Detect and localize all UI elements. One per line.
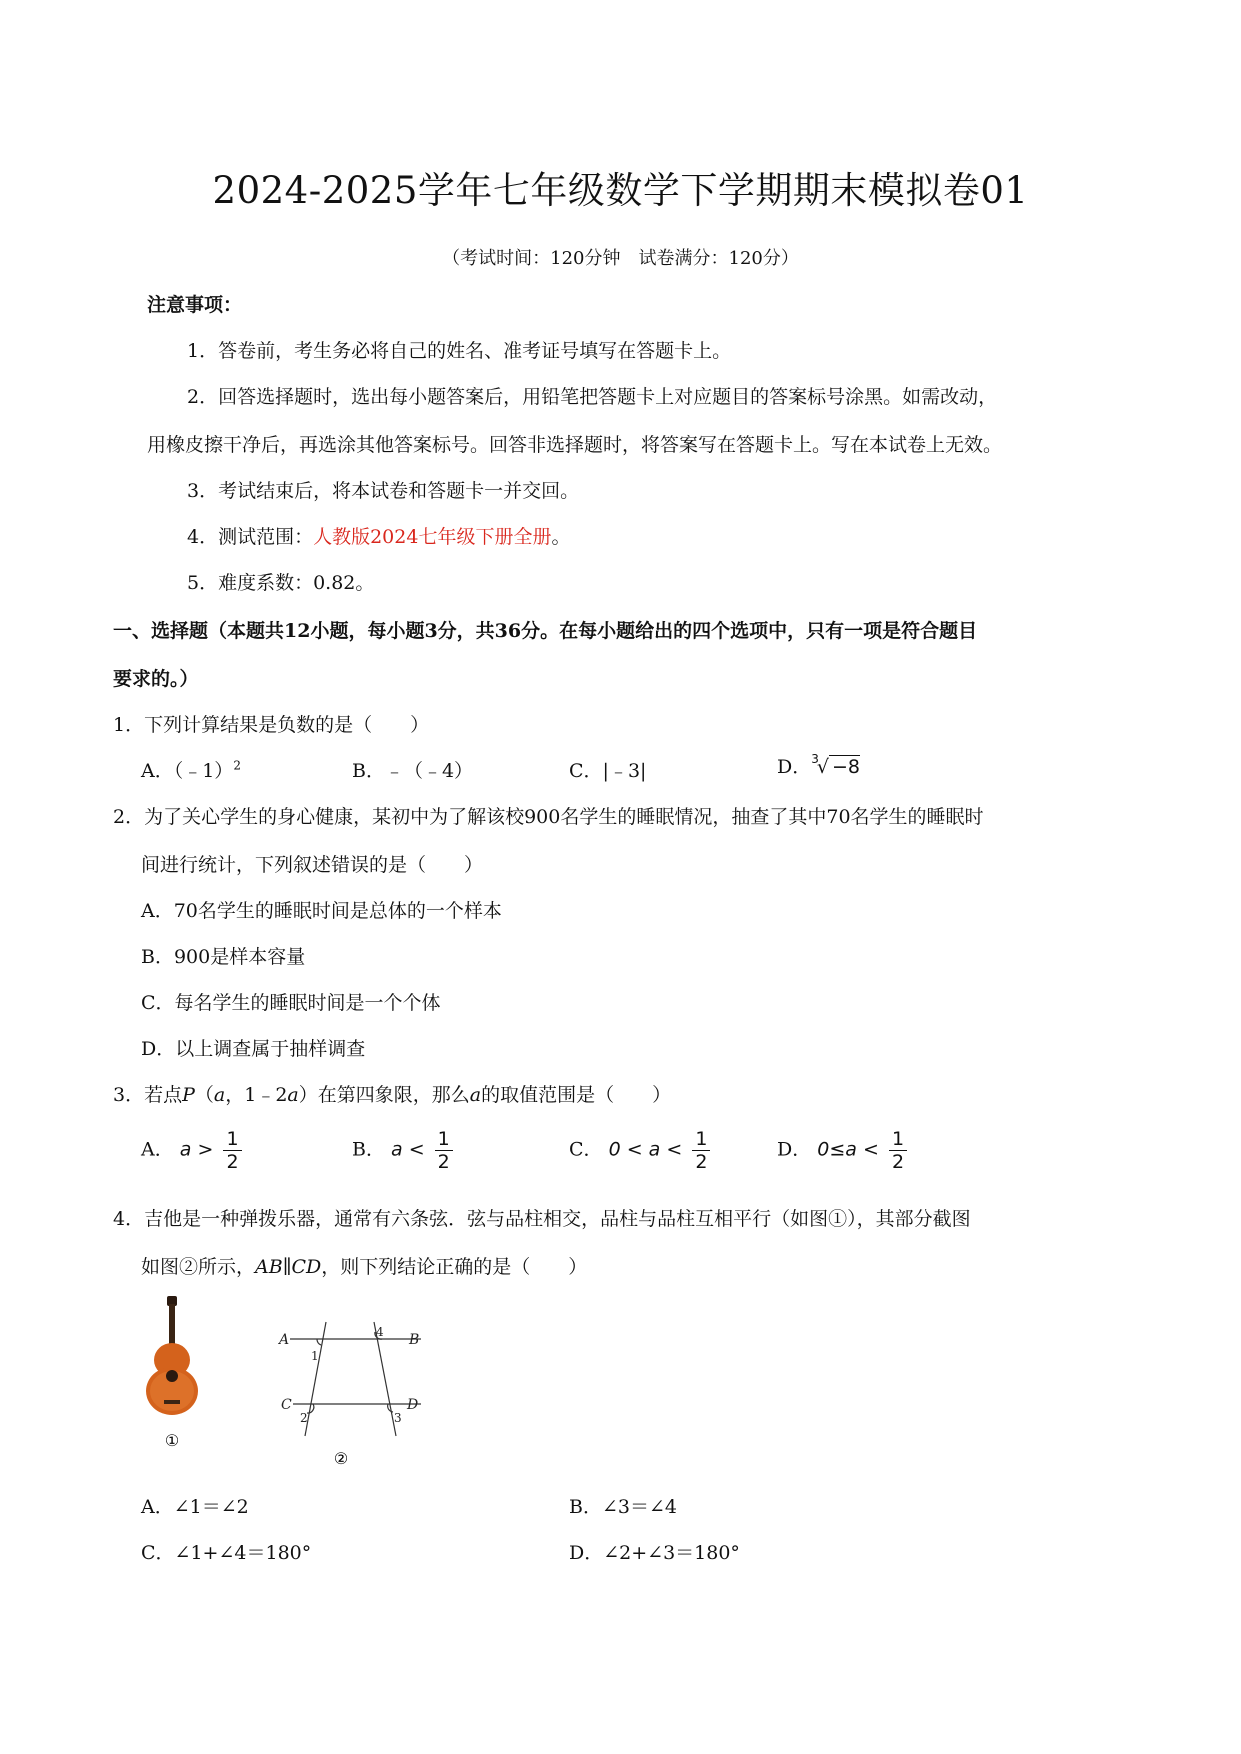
- notice-item-4: [187, 522, 570, 549]
- option-a-exponent: 2: [233, 758, 241, 773]
- figure-1-label: ①: [164, 1431, 180, 1450]
- q3-stem-mid3: ）在第四象限，那么: [298, 1084, 470, 1106]
- q4-parallel-expr: AB∥CD: [255, 1256, 322, 1278]
- fraction-numerator: 1: [692, 1128, 710, 1151]
- fraction-numerator: 1: [889, 1128, 907, 1151]
- notice-item-3: 3．考试结束后，将本试卷和答题卡一并交回。: [187, 480, 580, 502]
- q3-var-a-2: a: [287, 1084, 299, 1106]
- question-4-stem-line2: [141, 1252, 587, 1279]
- q3-stem-mid2: ，1﹣2: [225, 1084, 288, 1106]
- notice-heading: 注意事项：: [147, 294, 243, 316]
- guitar-neck: [169, 1304, 175, 1346]
- question-4-option-b: B．∠3＝∠4: [569, 1496, 677, 1518]
- option-label: A．: [141, 1138, 174, 1161]
- option-a-text: A．（﹣1）: [141, 760, 234, 782]
- question-2-stem-line2: 间进行统计，下列叙述错误的是（ ）: [141, 854, 484, 876]
- question-2-stem-line1: 2．为了关心学生的身心健康，某初中为了解该校900名学生的睡眠情况，抽查了其中70名学生的睡眠时: [113, 806, 984, 828]
- fraction-one-half: [889, 1128, 907, 1173]
- question-2-option-d: D．以上调查属于抽样调查: [141, 1038, 366, 1060]
- q3-var-a-3: a: [469, 1084, 482, 1106]
- angle-3-label: 3: [394, 1411, 402, 1425]
- option-expr: 0 < a <: [608, 1138, 683, 1161]
- q3-stem-suffix: 的取值范围是（ ）: [481, 1084, 672, 1106]
- angle-1-label: 1: [311, 1349, 319, 1363]
- test-scope-highlight: 人教版2024七年级下册全册: [313, 526, 552, 548]
- question-1-option-c: C．|﹣3|: [569, 760, 647, 782]
- q3-stem-mid1: （: [194, 1084, 214, 1106]
- label-d: D: [407, 1397, 419, 1413]
- label-c: C: [281, 1397, 292, 1413]
- label-a: A: [279, 1332, 290, 1348]
- question-3-option-a: [141, 1128, 242, 1173]
- notice-item-2-line1: 2．回答选择题时，选出每小题答案后，用铅笔把答题卡上对应题目的答案标号涂黑。如需改动，: [187, 386, 998, 408]
- question-4-option-a: A．∠1＝∠2: [141, 1496, 249, 1518]
- fraction-one-half: [223, 1128, 241, 1173]
- question-3-option-d: [777, 1128, 907, 1173]
- question-1-option-b: B．﹣（﹣4）: [352, 760, 474, 782]
- notice-item-4-prefix: 4．测试范围：: [187, 526, 314, 548]
- question-1-stem: 1．下列计算结果是负数的是（ ）: [113, 714, 430, 736]
- q3-var-a-1: a: [213, 1084, 226, 1106]
- question-2-option-c: C．每名学生的睡眠时间是一个个体: [141, 992, 441, 1014]
- question-4-stem-line1: 4．吉他是一种弹拨乐器，通常有六条弦．弦与品柱相交，品柱与品柱互相平行（如图①），其部分截图: [113, 1208, 971, 1230]
- label-b: B: [409, 1332, 420, 1348]
- figure-2-label: ②: [333, 1449, 349, 1468]
- notice-item-4-suffix: 。: [551, 526, 571, 548]
- option-d-label: D．: [777, 756, 812, 778]
- fraction-denominator: 2: [226, 1151, 239, 1173]
- fraction-denominator: 2: [891, 1151, 905, 1173]
- question-3-option-c: [569, 1128, 710, 1173]
- fraction-one-half: [692, 1128, 710, 1173]
- question-2-option-a: A．70名学生的睡眠时间是总体的一个样本: [141, 900, 502, 922]
- option-label: C．: [569, 1138, 603, 1161]
- question-2-option-b: B．900是样本容量: [141, 946, 306, 968]
- exam-title: 2024-2025学年七年级数学下学期期末模拟卷01: [212, 169, 1029, 212]
- section-1-heading-line1: 一、选择题（本题共12小题，每小题3分，共36分。在每小题给出的四个选项中，只有一项是符合题目: [113, 620, 978, 642]
- question-3-option-b: [352, 1128, 453, 1173]
- option-label: D．: [777, 1138, 812, 1161]
- exam-subtitle: （考试时间：120分钟 试卷满分：120分）: [442, 248, 799, 269]
- q3-stem-prefix: 3．若点: [113, 1084, 183, 1106]
- notice-item-1: 1．答卷前，考生务必将自己的姓名、准考证号填写在答题卡上。: [187, 340, 732, 362]
- angle-2-label: 2: [300, 1411, 308, 1425]
- question-3-stem: [113, 1080, 671, 1107]
- question-4-option-d: D．∠2+∠3＝180°: [569, 1542, 740, 1564]
- section-1-heading-line2: 要求的。）: [113, 668, 199, 690]
- angle-1-arc: [317, 1339, 321, 1345]
- notice-item-5: 5．难度系数：0.82。: [187, 572, 375, 594]
- cube-root: $^3$√ −8: [811, 752, 860, 778]
- fraction-denominator: 2: [695, 1151, 708, 1173]
- radicand: −8: [829, 755, 860, 778]
- option-expr: 0≤a <: [817, 1138, 879, 1161]
- option-label: B．: [352, 1138, 385, 1161]
- guitar-image: [138, 1296, 208, 1452]
- question-4-option-c: C．∠1+∠4＝180°: [141, 1542, 312, 1564]
- q4-stem-suffix: ，则下列结论正确的是（ ）: [321, 1256, 588, 1278]
- fraction-one-half: [435, 1128, 453, 1173]
- fraction-numerator: 1: [223, 1128, 241, 1151]
- root-index: 3: [811, 752, 819, 766]
- q4-stem-prefix: 如图②所示，: [141, 1256, 256, 1278]
- option-expr: a <: [391, 1138, 425, 1161]
- question-1-option-a: [141, 756, 241, 783]
- angle-4-label: 4: [376, 1325, 384, 1339]
- parallel-lines-figure: [276, 1318, 436, 1470]
- guitar-bridge: [164, 1400, 180, 1404]
- q3-point: P: [182, 1084, 195, 1106]
- notice-item-2-line2: 用橡皮擦干净后，再选涂其他答案标号。回答非选择题时，将答案写在答题卡上。写在本试卷上无效。: [147, 434, 1003, 456]
- fraction-denominator: 2: [437, 1151, 450, 1173]
- fraction-numerator: 1: [435, 1128, 453, 1151]
- option-expr: a >: [179, 1138, 214, 1161]
- guitar-soundhole: [166, 1370, 178, 1382]
- question-1-option-d: [777, 752, 860, 779]
